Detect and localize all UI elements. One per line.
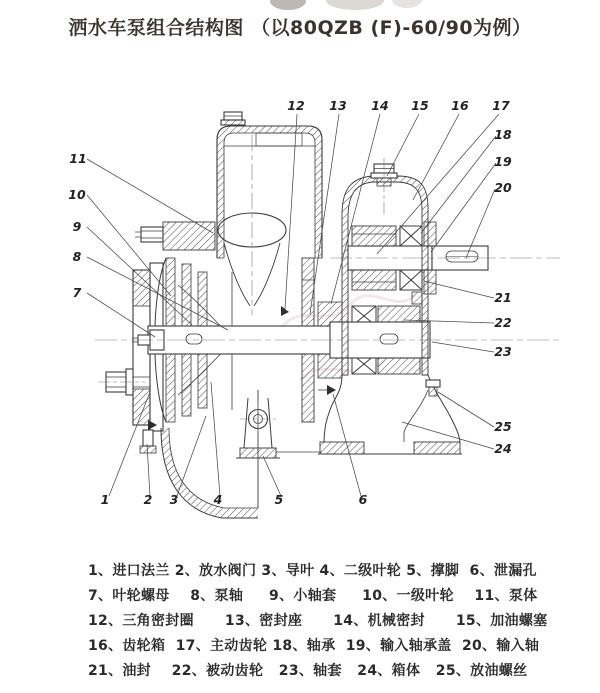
callout-17: 17 bbox=[492, 98, 510, 113]
callout-11: 11 bbox=[69, 151, 87, 166]
logo-blob-3 bbox=[392, 0, 422, 8]
legend-line-2: 7、叶轮螺母 8、泵轴 9、小轴套 10、一级叶轮 11、泵体 bbox=[88, 588, 538, 604]
callout-2: 2 bbox=[143, 492, 153, 507]
callout-1: 1 bbox=[100, 492, 110, 507]
callout-21: 21 bbox=[494, 290, 512, 305]
leak-hole-arrow bbox=[318, 385, 336, 395]
callout-25: 25 bbox=[494, 419, 512, 434]
oil-drain-screw bbox=[426, 380, 440, 396]
callout-5: 5 bbox=[274, 492, 284, 507]
logo-blob-1 bbox=[270, 0, 306, 10]
callout-9: 9 bbox=[72, 219, 82, 234]
callout-16: 16 bbox=[451, 98, 469, 113]
callout-13: 13 bbox=[329, 98, 347, 113]
callout-4: 4 bbox=[213, 492, 223, 507]
callout-6: 6 bbox=[358, 492, 368, 507]
callout-23: 23 bbox=[494, 344, 512, 359]
callout-15: 15 bbox=[411, 98, 429, 113]
logo-blob-2 bbox=[326, 0, 384, 10]
box-bolt bbox=[221, 112, 245, 125]
callout-24: 24 bbox=[494, 441, 512, 456]
pump-structure-diagram bbox=[0, 80, 600, 525]
legend-line-5: 21、油封 22、被动齿轮 23、轴套 24、箱体 25、放油螺丝 bbox=[88, 663, 528, 679]
callout-19: 19 bbox=[494, 154, 512, 169]
callout-18: 18 bbox=[494, 127, 512, 142]
page-title: 洒水车泵组合结构图 （以80QZB (F)-60/90为例） bbox=[68, 17, 532, 39]
callout-20: 20 bbox=[494, 180, 512, 195]
callout-8: 8 bbox=[72, 249, 82, 264]
callout-7: 7 bbox=[72, 285, 82, 300]
parts-legend bbox=[88, 559, 548, 684]
callout-3: 3 bbox=[169, 492, 179, 507]
legend-line-4: 16、齿轮箱 17、主动齿轮 18、轴承 19、输入轴承盖 20、输入轴 bbox=[88, 638, 540, 654]
callout-22: 22 bbox=[494, 315, 512, 330]
legend-line-3: 12、三角密封圈 13、密封座 14、机械密封 15、加油螺塞 bbox=[88, 613, 548, 629]
callout-10: 10 bbox=[68, 187, 86, 202]
legend-line-1: 1、进口法兰 2、放水阀门 3、导叶 4、二级叶轮 5、撑脚 6、泄漏孔 bbox=[88, 563, 537, 579]
callout-14: 14 bbox=[371, 98, 389, 113]
callout-12: 12 bbox=[287, 98, 305, 113]
casing-top-bolt bbox=[135, 227, 163, 242]
